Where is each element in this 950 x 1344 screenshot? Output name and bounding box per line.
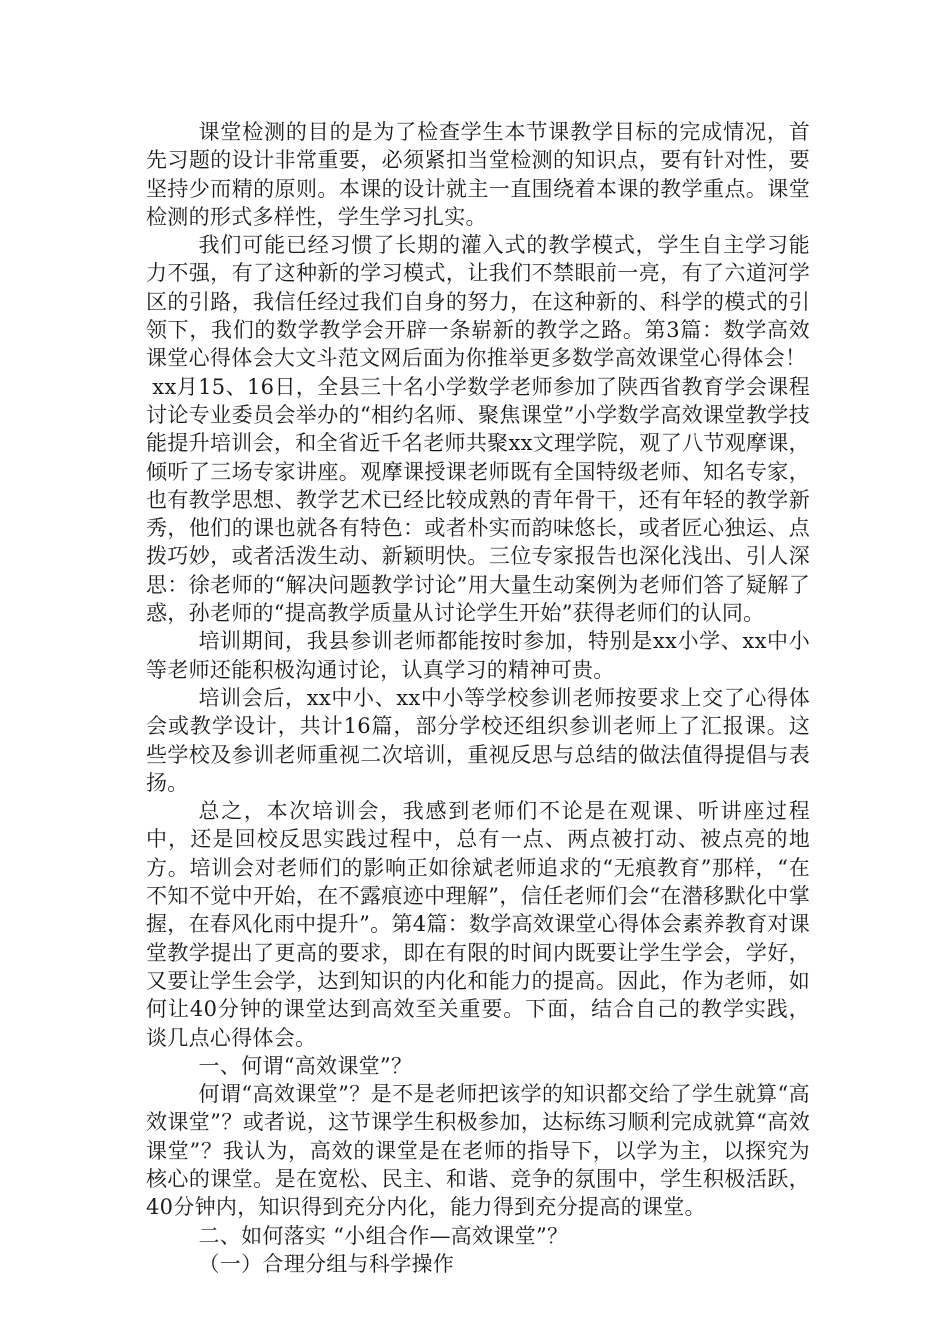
paragraph-training-meeting: xx月15、16日，全县三十名小学数学老师参加了陕西省教育学会课程讨论专业委员会举办的“相约名师、聚焦课堂”小学数学高效课堂教学技能提升培训会，和全省近千名老师共聚xx文理学院，观了八节观摩课，倾听了三场专家讲座。观摩课授课老师既有全国特级老师、知名专家，也有教学思想、教学艺术已经比较成熟的青年骨干，还有年轻的教学新秀，他们的课也就各有特色：或者朴实而韵味悠长，或者匠心独运、点拨巧妙，或者活泼生动、新颖明快。三位专家报告也深化浅出、引人深思：徐老师的“解决问题教学讨论”用大量生动案例为老师们答了疑解了惑，孙老师的“提高教学质量从讨论学生开始”获得老师们的认同。 bbox=[146, 374, 810, 626]
paragraph-training-period: 培训期间，我县参训老师都能按时参加，特别是xx小学、xx中小等老师还能积极沟通讨论，认真学习的精神可贵。 bbox=[146, 629, 810, 682]
paragraph-definition: 何谓“高效课堂”？是不是老师把该学的知识都交给了学生就算“高效课堂”？或者说，这节课学生积极参加，达标练习顺利完成就算“高效课堂”？我认为，高效的课堂是在老师的指导下，以学为主，以探究为核心的课堂。是在宽松、民主、和谐、竞争的氛围中，学生积极活跃，40分钟内，知识得到充分内化，能力得到充分提高的课堂。 bbox=[146, 1082, 810, 1220]
paragraph-summary: 总之，本次培训会，我感到老师们不论是在观课、听讲座过程中，还是回校反思实践过程中，总有一点、两点被打动、被点亮的地方。培训会对老师们的影响正如徐斌老师追求的“无痕教育”那样，“在不知不觉中开始，在不露痕迹中理解”，信任老师们会“在潜移默化中掌握，在春风化雨中提升”。第4篇：数学高效课堂心得体会素养教育对课堂教学提出了更高的要求，即在有限的时间内既要让学生学会，学好，又要让学生会学，达到知识的内化和能力的提高。因此，作为老师，如何让40分钟的课堂达到高效至关重要。下面，结合自己的教学实践，谈几点心得体会。 bbox=[146, 799, 810, 1050]
paragraph-classroom-test: 课堂检测的目的是为了检查学生本节课教学目标的完成情况，首先习题的设计非常重要，必须紧扣当堂检测的知识点，要有针对性，要坚持少而精的原则。本课的设计就主一直围绕着本课的教学重点。课堂检测的形式多样性，学生学习扎实。 bbox=[146, 120, 810, 229]
section-heading-2: 二、如何落实 “小组合作—高效课堂”？ bbox=[198, 1223, 569, 1248]
section-heading-1: 一、何谓“高效课堂”？ bbox=[198, 1053, 413, 1078]
subsection-heading-1: （一）合理分组与科学操作 bbox=[198, 1251, 455, 1276]
paragraph-after-training: 培训会后，xx中小、xx中小等学校参训老师按要求上交了心得体会或教学设计，共计16篇，部分学校还组织参训老师上了汇报课。这些学校及参训老师重视二次培训，重视反思与总结的做法值得提倡与表扬。 bbox=[146, 685, 810, 795]
paragraph-teaching-mode: 我们可能已经习惯了长期的灌入式的教学模式，学生自主学习能力不强，有了这种新的学习模式，让我们不禁眼前一亮，有了六道河学区的引路，我信任经过我们自身的努力，在这种新的、科学的模式的引领下，我们的数学教学会开辟一条崭新的教学之路。第3篇：数学高效课堂心得体会大文斗范文网后面为你推举更多数学高效课堂心得体会！ bbox=[146, 233, 810, 371]
document-body bbox=[146, 118, 810, 1278]
